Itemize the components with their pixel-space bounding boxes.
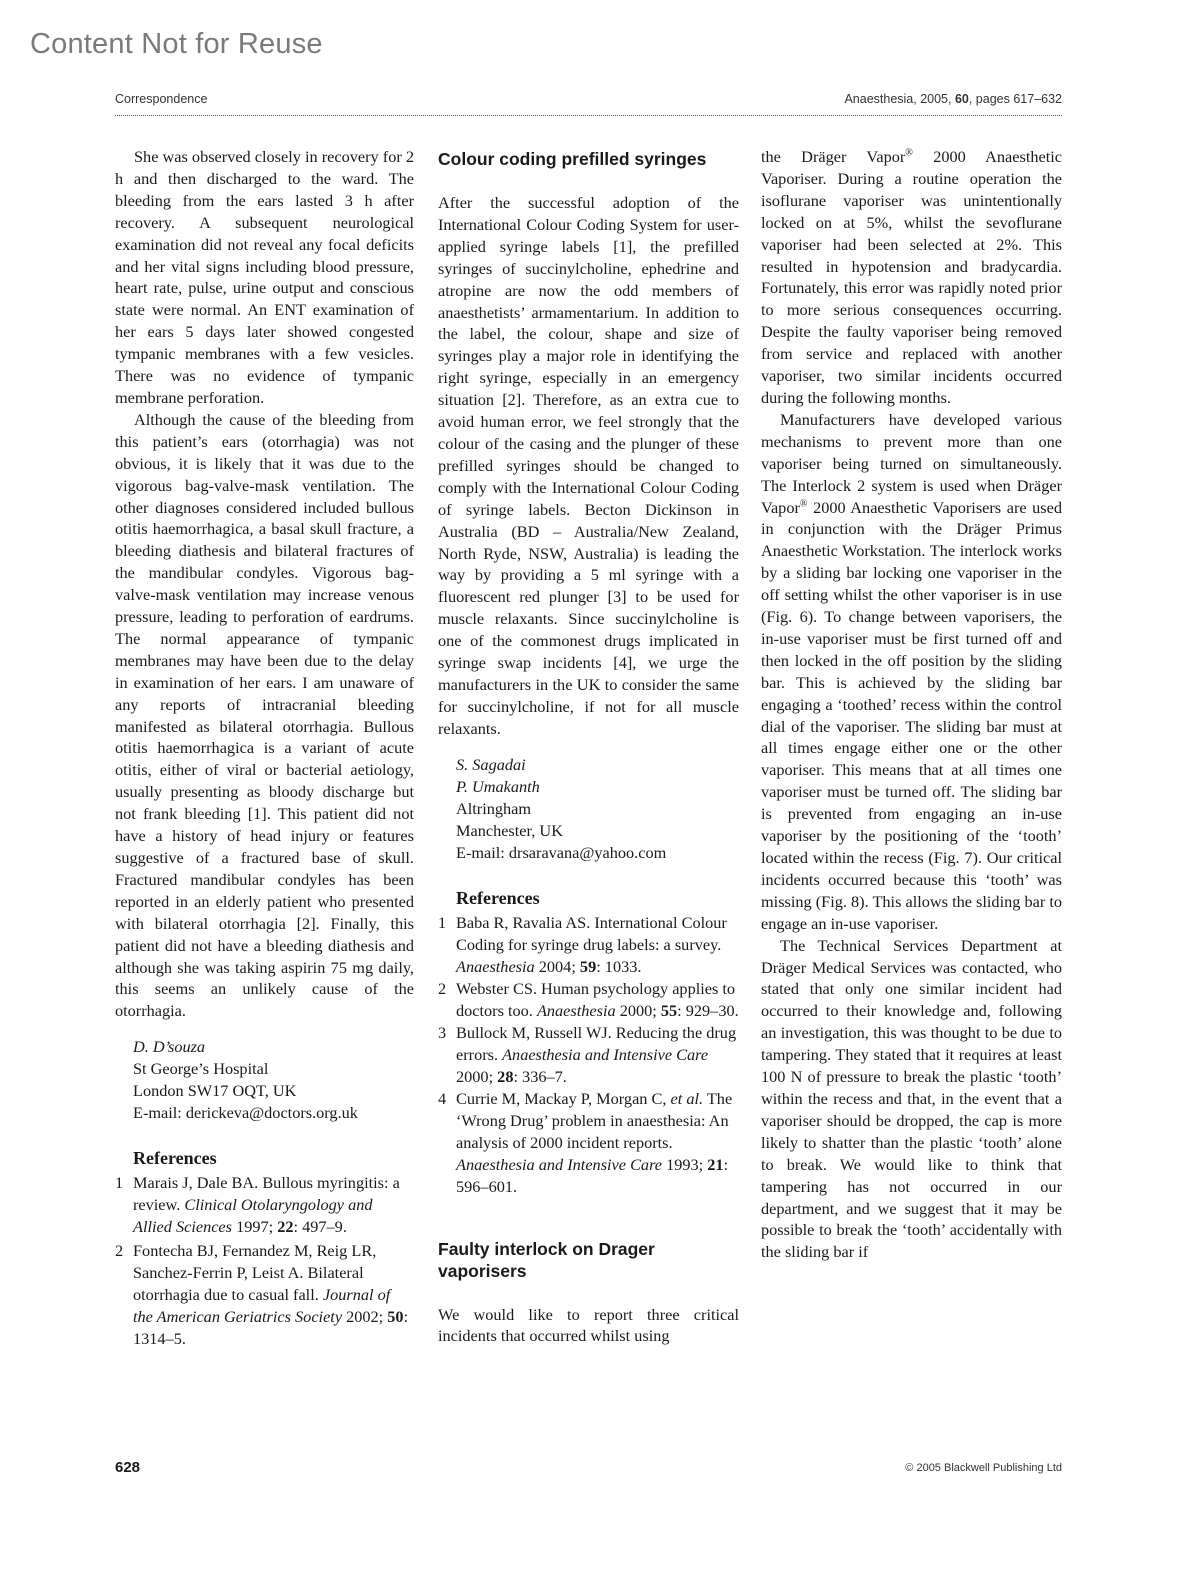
- reference-item: 2 Webster CS. Human psychology applies to doctors too. Anaesthesia 2000; 55: 929–30.: [438, 978, 739, 1020]
- col3-paragraph-3: The Technical Services Department at Dräger Medical Services was contacted, who stated that only one similar incident had occurred to their knowledge and, following an investigation, this was thought to be due to tampering. They stated that it requires at least 100 N of pressure to break the plastic ‘tooth’ within the recess and that, in the event that a vaporiser should be dropped, the cap is more likely to shatter than the plastic ‘tooth’ alone to break. We would like to think that tampering has not occurred in our department, and we suggest that it may be possible to break the ‘tooth’ accidentally with the sliding bar if: [761, 935, 1062, 1262]
- email-line: E-mail: drsaravana@yahoo.com: [456, 842, 667, 862]
- email-line: E-mail: derickeva@doctors.org.uk: [133, 1103, 358, 1123]
- page-number: 628: [115, 1459, 141, 1476]
- col2-paragraph-1: After the successful adoption of the International Colour Coding System for user-applied syringe labels [1], the prefilled syringes of succinylcholine, ephedrine and atropine are now the odd members of anaesthetists’ armamentarium. In addition to the label, the colour, shape and size of syringes play a major role in identifying the right syringe, especially in an emergency situation [2]. Therefore, as an extra cue to avoid human error, we feel strongly that the colour of the casing and the plunger of these prefilled syringes should be changed to comply with the International Colour Coding of syringe labels. Becton Dickinson in Australia (BD – Australia/New Zealand, North Ryde, NSW, Australia) is leading the way by providing a 5 ml syringe with a fluorescent red plunger [3] to be used for muscle relaxants. Since succinylcholine is one of the commonest drugs implicated in syringe swap incidents [4], we urge the manufacturers in the UK to consider the same for succinylcholine, if not for all muscle relaxants.: [438, 193, 739, 738]
- reference-item: 1 Marais J, Dale BA. Bullous myringitis: a review. Clinical Otolaryngology and Allied Sciences 1997; 22: 497–9.: [115, 1173, 400, 1237]
- column-2: [438, 146, 739, 1347]
- col1-signature: [133, 1036, 414, 1124]
- author-name: S. Sagadai: [456, 754, 526, 774]
- col3-paragraph-1: the Dräger Vapor® 2000 Anaesthetic Vaporiser. During a routine operation the isoflurane vaporiser was unintentionally locked on at 5%, whilst the sevoflurane vaporiser had been selected at 2%. This resulted in hypotension and bradycardia. Fortunately, this error was rapidly noted prior to more serious consequences occurring. Despite the faulty vaporiser being removed from service and replaced with another vaporiser, two similar incidents occurred during the following months.: [761, 147, 1062, 407]
- section-heading-faulty-interlock: Faulty interlock on Drager vaporisers: [438, 1238, 655, 1281]
- col2-signature: [456, 754, 739, 864]
- col1-paragraph-2: Although the cause of the bleeding from this patient’s ears (otorrhagia) was not obvious, it is likely that it was due to the vigorous bag-valve-mask ventilation. The other diagnoses considered included bullous otitis haemorrhagica, a basal skull fracture, a bleeding diathesis and bilateral fractures of the mandibular condyles. Vigorous bag-valve-mask ventilation may increase venous pressure, leading to perforation of eardrums. The normal appearance of tympanic membranes may have been due to the delay in examination of her ears. I am unaware of any reports of intracranial bleeding manifested as bilateral otorrhagia. Bullous otitis haemorrhagica is a variant of acute otitis, either of viral or bacterial aetiology, usually presenting as bloody discharge but not frank bleeding [1]. This patient did not have a history of head injury or features suggestive of a fractured base of skull. Fractured mandibular condyles has been reported in an elderly patient who presented with bilateral otorrhagia [2]. Finally, this patient did not have a bleeding diathesis and although she was taking aspirin 75 mg daily, this seems an unlikely cause of the otorrhagia.: [115, 409, 414, 1021]
- address-line: Manchester, UK: [456, 820, 563, 840]
- citation-pages: , pages 617–632: [968, 92, 1062, 106]
- running-header: [115, 92, 1062, 106]
- reference-item: 3 Bullock M, Russell WJ. Reducing the drug errors. Anaesthesia and Intensive Care 2000; 28: 336–7.: [438, 1022, 737, 1086]
- author-name: D. D’souza: [133, 1037, 206, 1057]
- reference-item: 2 Fontecha BJ, Fernandez M, Reig LR, Sanchez-Ferrin P, Leist A. Bilateral otorrhagia due to casual fall. Journal of the American Geriatrics Society 2002; 50: 1314–5.: [115, 1241, 409, 1349]
- col1-paragraph-1: She was observed closely in recovery for 2 h and then discharged to the ward. The bleeding from the ears lasted 3 h after recovery. A subsequent neurological examination did not reveal any focal deficits and her vital signs including blood pressure, heart rate, pulse, urine output and conscious state were normal. An ENT examination of her ears 5 days later showed congested tympanic membranes with a few vesicles. There was no evidence of tympanic membrane perforation.: [115, 147, 414, 407]
- column-3: [761, 146, 1062, 1263]
- affiliation-line: Altringham: [456, 798, 532, 818]
- col3-paragraph-2: Manufacturers have developed various mechanisms to prevent more than one vaporiser being turned on simultaneously. The Interlock 2 system is used when Dräger Vapor® 2000 Anaesthetic Vaporisers are used in conjunction with the Dräger Primus Anaesthetic Workstation. The interlock works by a sliding bar locking one vaporiser in the off setting whilst the other vaporiser is in use (Fig. 6). To change between vaporisers, the in-use vaporiser must be first turned off and then locked in the off position by the sliding bar. This is achieved by the sliding bar engaging a ‘toothed’ recess within the control dial of the vaporiser. The sliding bar must at all times engage either one or the other vaporiser. This means that at all times one vaporiser must be turned off. The sliding bar is prevented from engaging an in-use vaporiser by the positioning of the ‘tooth’ located within the recess (Fig. 7). Our critical incidents occurred because this ‘tooth’ was missing (Fig. 8). This allows the sliding bar to engage an in-use vaporiser.: [761, 409, 1062, 933]
- author-name: P. Umakanth: [456, 776, 540, 796]
- col1-references-list: [115, 1172, 414, 1350]
- citation-volume: 60: [954, 92, 969, 106]
- citation-prefix: Anaesthesia, 2005,: [844, 92, 955, 106]
- reference-item: 1 Baba R, Ravalia AS. International Colour Coding for syringe drug labels: a survey. Anaesthesia 2004; 59: 1033.: [438, 912, 727, 976]
- copyright-notice: © 2005 Blackwell Publishing Ltd: [905, 1462, 1062, 1474]
- reference-item: 4 Currie M, Mackay P, Morgan C, et al. The ‘Wrong Drug’ problem in anaesthesia: An analysis of 2000 incident reports. Anaesthesia and Intensive Care 1993; 21: 596–601.: [438, 1088, 733, 1196]
- address-line: London SW17 OQT, UK: [133, 1081, 297, 1101]
- watermark: Content Not for Reuse: [30, 28, 323, 60]
- col2-paragraph-2: We would like to report three critical incidents that occurred whilst using: [438, 1304, 739, 1346]
- column-1: [115, 146, 414, 1350]
- journal-citation: [844, 92, 1062, 106]
- section-label: Correspondence: [115, 92, 208, 106]
- col2-references-list: [438, 912, 739, 1198]
- section-heading-colour-coding: Colour coding prefilled syringes: [438, 149, 707, 169]
- col1-references-heading: References: [133, 1148, 217, 1169]
- col2-references-heading: References: [456, 887, 540, 908]
- affiliation-line: St George’s Hospital: [133, 1059, 269, 1079]
- header-divider: [115, 115, 1062, 116]
